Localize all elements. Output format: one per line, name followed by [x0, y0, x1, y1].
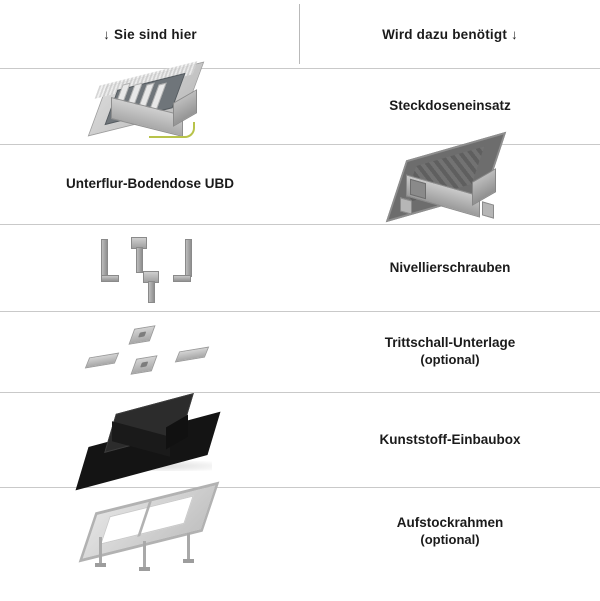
row-label-cell	[300, 432, 600, 449]
header-label-right: Wird dazu benötigt ↓	[382, 26, 518, 42]
levelling-screws-illustration	[70, 231, 230, 305]
row-label-sub: (optional)	[420, 352, 480, 368]
table-row	[0, 69, 600, 144]
impact-sound-underlay-illustration	[70, 321, 230, 383]
plastic-installation-box-illustration	[70, 397, 230, 483]
row-label-cell	[300, 98, 600, 115]
row-image-cell	[0, 397, 300, 483]
row-label: Unterflur-Bodendose UBD	[66, 176, 234, 192]
extension-frame-illustration	[70, 493, 230, 571]
table-header	[0, 0, 600, 68]
row-label: Trittschall-Unterlage	[384, 335, 516, 351]
table-row	[0, 393, 600, 487]
row-image-cell	[0, 493, 300, 571]
table-row	[0, 312, 600, 392]
underfloor-floor-box-illustration	[370, 145, 530, 225]
row-label-cell	[300, 260, 600, 277]
header-label-left: ↓ Sie sind hier	[103, 26, 197, 42]
socket-insert-illustration	[70, 70, 230, 144]
row-label: Kunststoff-Einbaubox	[379, 431, 521, 447]
row-image-cell	[300, 145, 600, 225]
table-row	[0, 488, 600, 576]
header-cell-right	[300, 0, 600, 68]
row-label-cell	[300, 515, 600, 548]
table-row	[0, 145, 600, 224]
row-label: Steckdoseneinsatz	[389, 98, 511, 114]
row-label: Aufstockrahmen	[396, 515, 504, 531]
row-label-cell	[300, 335, 600, 368]
row-image-cell	[0, 70, 300, 144]
row-label: Nivellierschrauben	[389, 259, 511, 275]
row-image-cell	[0, 231, 300, 305]
header-cell-left	[0, 0, 300, 68]
row-image-cell	[0, 321, 300, 383]
header-vertical-divider	[299, 4, 300, 64]
row-label-sub: (optional)	[420, 532, 480, 548]
row-label-cell	[0, 176, 300, 193]
table-row	[0, 225, 600, 311]
